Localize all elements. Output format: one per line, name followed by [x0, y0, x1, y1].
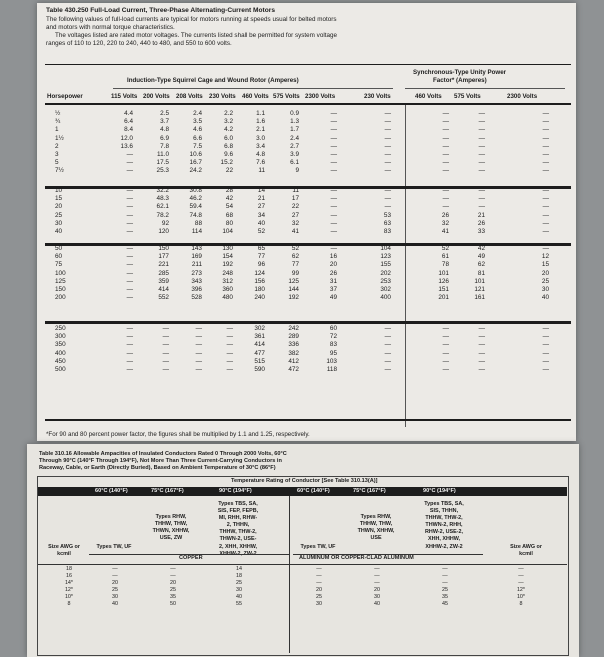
column-header: 575 Volts [454, 93, 481, 100]
copper-60c-values: — — 20 25 30 40 [112, 566, 118, 608]
motor-current-table-page [37, 3, 576, 441]
table-column-cell: 65 77 96 124 156 180 240 [254, 245, 265, 302]
table-column-cell: — — — — — — — — [442, 110, 449, 175]
copper-label: COPPER [179, 555, 203, 561]
table-column-cell: 104 123 155 202 253 302 400 [380, 245, 391, 302]
temperature-header: 90°C (194°F) [423, 488, 456, 494]
table-column-cell: 32.2 48.3 62.1 78.2 92 120 [156, 187, 169, 236]
column-header: 2300 Volts [507, 93, 538, 100]
table-column-cell: — — — — — — [478, 325, 485, 374]
sizes-right: — — — 12* 10* 8 [516, 566, 526, 608]
column-header: 230 Volts [364, 93, 391, 100]
table-column-cell: — — — 21 26 33 [477, 187, 485, 236]
table1-intro-line2: and motors with normal torque characteristics. [46, 24, 175, 31]
table-column-cell: — — — — — — [330, 187, 337, 236]
types-75c-copper: Types RHW, THHW, THW, THWN, XHHW, USE, ZW [152, 514, 190, 542]
table-column-cell: — — — 53 63 83 [383, 187, 391, 236]
table-column-cell: 42 49 62 81 101 121 161 [474, 245, 485, 302]
copper-90c-values: 14 18 25 30 40 55 [236, 566, 242, 608]
size-awg-header-right: Size AWG or kcmil [510, 544, 542, 558]
header-top-rule [45, 64, 571, 65]
table-column-cell: 4.4 6.4 8.4 12.0 13.6 — — — [120, 110, 133, 175]
table-column-cell: — 16 20 26 31 37 49 [329, 245, 337, 302]
temperature-header: 60°C (140°F) [297, 488, 330, 494]
temperature-header: 90°C (194°F) [219, 488, 252, 494]
synchronous-group-title-2: Factor* (Amperes) [433, 77, 487, 84]
table-column-cell: 2.4 3.5 4.6 6.6 7.5 10.6 16.7 24.2 [189, 110, 202, 175]
types-60c-copper: Types TW, UF [96, 544, 132, 550]
table-column-cell: 52 62 77 99 125 144 192 [288, 245, 299, 302]
table-column-cell: — — — — — — — — [330, 110, 337, 175]
synchronous-group-title-1: Synchronous-Type Unity Power [413, 69, 507, 76]
temperature-header: 60°C (140°F) [95, 488, 128, 494]
table-column-cell: 143 169 211 273 343 396 528 [191, 245, 202, 302]
column-header: 460 Volts [242, 93, 269, 100]
column-header: 575 Volts [273, 93, 300, 100]
table-column-cell: — — — — — — — — [542, 110, 549, 175]
column-header: 2300 Volts [305, 93, 336, 100]
table-column-cell: 0.9 1.3 1.7 2.4 2.7 3.9 6.1 9 [290, 110, 299, 175]
induction-group-title: Induction-Type Squirrel Cage and Wound Rotor (Amperes) [127, 77, 299, 84]
table1-footnote: *For 90 and 80 percent power factor, the figures shall be multiplied by 1.1 and 1.25, respectively. [46, 431, 310, 438]
table-column-cell: 302 361 414 477 515 590 [254, 325, 265, 374]
table-column-cell: — — — — — — [126, 187, 133, 236]
types-90c-copper: Types TBS, SA, SIS, FEP, FEPB, MI, RHH, RHW- 2, THHN, THHW, THW-2, THWN-2, USE- 2, XHH, XHHW, [217, 501, 259, 550]
table-column-cell: — — — — — — [226, 325, 233, 374]
table-column-cell: 30.8 46.2 59.4 74.8 88 114 [189, 187, 202, 236]
copper-75c-values: — — 20 25 35 50 [170, 566, 176, 608]
table-column-cell: — — — — — — [162, 325, 169, 374]
column-header: 460 Volts [415, 93, 442, 100]
table-column-cell: 60 72 83 95 103 118 [326, 325, 337, 374]
table-column-cell: 52 61 78 101 126 151 201 [438, 245, 449, 302]
types-60c-aluminum: Types TW, UF [300, 544, 336, 550]
table-column-cell: 10 15 20 25 30 40 [55, 187, 63, 236]
table2-title-3: Raceway, Cable, or Earth (Directly Buried), Based on Ambient Temperature of 30°C (86°F) [39, 465, 276, 471]
table-column-cell: — — — — — — [542, 325, 549, 374]
table1-title: Table 430.250 Full-Load Current, Three-Phase Alternating-Current Motors [46, 7, 275, 14]
ampacity-table-page [27, 444, 579, 657]
table1-intro-line4: ranges of 110 to 120, 220 to 240, 440 to 480, and 550 to 600 volts. [46, 40, 232, 47]
table-column-cell: ½ ¾ 1 1½ 2 3 5 7½ [55, 110, 64, 175]
column-header: 200 Volts [143, 93, 170, 100]
temperature-rating-header: Temperature Rating of Conductor [See Table 310.13(A)] [231, 478, 378, 484]
column-header: 230 Volts [209, 93, 236, 100]
table2-body-rule [38, 564, 567, 565]
aluminum-label: ALUMINUM OR COPPER-CLAD ALUMINUM [299, 555, 414, 561]
size-awg-header-left: Size AWG or kcmil [48, 544, 80, 558]
table-column-cell: — — — — — — [442, 325, 449, 374]
table-column-cell: — — — — — — [384, 325, 391, 374]
table-column-cell: — — — — — — [126, 325, 133, 374]
group-divider-band [45, 321, 571, 324]
table1-intro-line3: The voltages listed are rated motor voltages. The currents listed shall be permitted for system voltage [55, 32, 337, 39]
table-column-cell: — 12 15 20 25 30 40 [541, 245, 549, 302]
table-column-cell: 2.5 3.7 4.8 6.9 7.8 11.0 17.5 25.3 [156, 110, 169, 175]
table-column-cell: 11 17 22 27 32 41 [291, 187, 299, 236]
header-bottom-rule [45, 103, 571, 105]
column-header: 115 Volts [111, 93, 138, 100]
types-90c-aluminum: Types TBS, SA, SIS, THHN, THHW, THW-2, THWN-2, RHH, RHW-2, USE-2, XHH, XHHW, XHHW-2, ZW-2 [424, 501, 464, 550]
synchronous-group-underline [405, 88, 565, 89]
table-column-cell: 130 154 192 248 312 360 480 [222, 245, 233, 302]
induction-group-underline [113, 88, 393, 89]
table-column-cell: 150 177 221 285 359 414 552 [158, 245, 169, 302]
table-column-cell: — — — — — — — — [478, 110, 485, 175]
table-column-cell: 28 42 54 68 80 104 [222, 187, 233, 236]
column-header: 208 Volts [176, 93, 203, 100]
table1-intro-line1: The following values of full-load currents are typical for motors running at speeds usual for belted motors [46, 16, 337, 23]
table-column-cell: 50 60 75 100 125 150 200 [55, 245, 66, 302]
table2-title-2: Through 90°C (140°F Through 194°F), Not More Than Three Current-Carrying Conductors in [39, 458, 282, 464]
aluminum-60c-values: — — — 20 25 30 [316, 566, 322, 608]
temperature-header: 75°C (167°F) [151, 488, 184, 494]
types-75c-aluminum: Types RHW, THHW, THW, THWN, XHHW, USE [357, 514, 395, 542]
table-column-cell: 14 21 27 34 40 52 [257, 187, 265, 236]
table-column-cell: 242 289 336 382 412 472 [288, 325, 299, 374]
group-divider-band [45, 419, 571, 421]
aluminum-90c-values: — — — 25 35 45 [442, 566, 448, 608]
table2-title-1: Table 310.16 Allowable Ampacities of Insulated Conductors Rated 0 Through 2000 Volts, 60°C [39, 451, 287, 457]
aluminum-75c-values: — — — 20 30 40 [374, 566, 380, 608]
table-column-cell: — — — — — — — — [384, 110, 391, 175]
table-column-cell: — — — — — — [195, 325, 202, 374]
table-column-cell: — — — 26 32 41 [441, 187, 449, 236]
table-column-cell: — — — — — — — [126, 245, 133, 302]
temperature-header: 75°C (167°F) [353, 488, 386, 494]
table-column-cell: 2.2 3.2 4.2 6.0 6.8 9.6 15.2 22 [220, 110, 233, 175]
table-column-cell: 250 300 350 400 450 500 [55, 325, 66, 374]
sizes-left: 18 16 14* 12* 10* 8 [64, 566, 74, 608]
section-divider [405, 105, 406, 427]
column-header: Horsepower [47, 93, 83, 100]
table2-divider [289, 496, 290, 653]
table-column-cell: — — — — — — [542, 187, 549, 236]
table-column-cell: 1.1 1.6 2.1 3.0 3.4 4.8 7.6 11 [256, 110, 265, 175]
